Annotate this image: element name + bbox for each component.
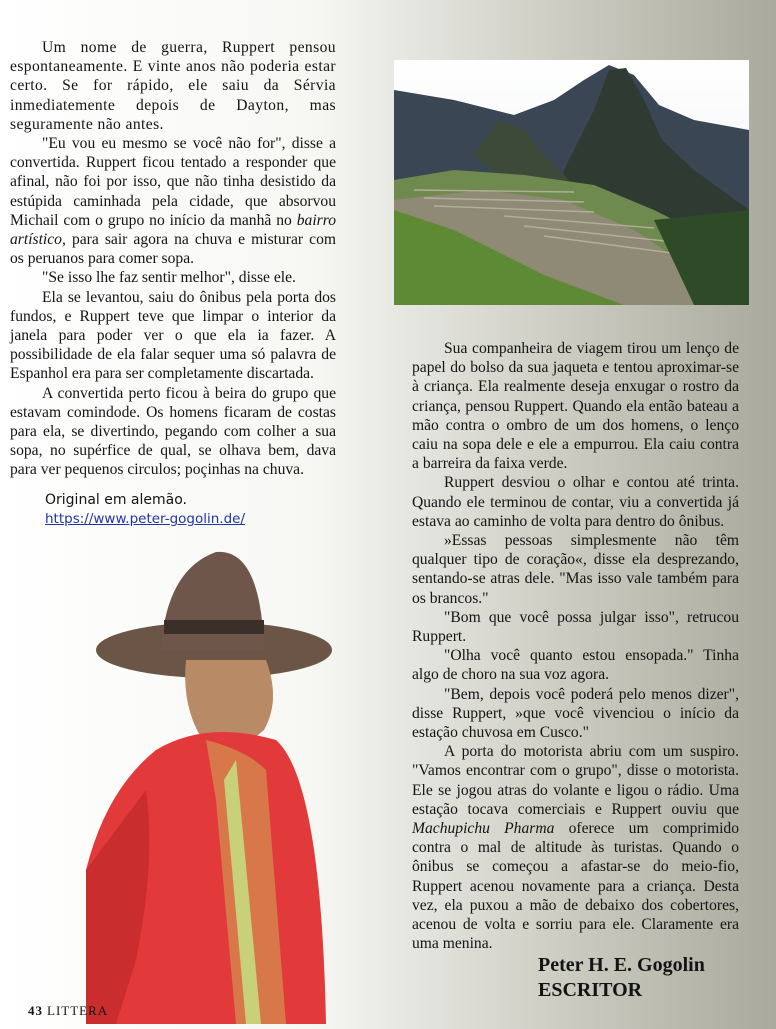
page-number: 43: [28, 1003, 43, 1018]
author-signature: [538, 953, 705, 1003]
paragraph: "Olha você quanto estou ensopada." Tinha algo de choro na sua voz agora.: [412, 647, 739, 684]
source-link[interactable]: https://www.peter-gogolin.de/: [45, 511, 246, 527]
paragraph: "Bem, depois você poderá pelo menos dizer", disse Ruppert, »que você vivenciou o início da estação chuvosa em Cusco.": [412, 685, 739, 742]
magazine-name: LITTERA: [47, 1003, 109, 1018]
source-label: Original em alemão.: [45, 492, 188, 508]
paragraph-text: para sair agora na chuva e misturar com os peruanos para comer sopa.: [10, 231, 336, 268]
paragraph: "Bom que você possa julgar isso", retrucou Ruppert.: [412, 608, 739, 646]
page-footer: [28, 1003, 108, 1019]
paragraph: [412, 742, 739, 953]
paragraph: "Se isso lhe faz sentir melhor", disse ele.: [42, 269, 296, 287]
paragraph: Ela se levantou, saiu do ônibus pela porta dos fundos, e Ruppert teve que limpar o interior da janela para poder ver o que ela ia fazer. A possibilidade de ela falar sequer uma só palavra de Espanhol era para ser completamente discartada.: [10, 288, 336, 383]
author-role: ESCRITOR: [538, 979, 643, 1001]
andean-man-image: [86, 540, 336, 1024]
right-text-column: [412, 339, 739, 954]
paragraph-text: oferece um comprimido contra o mal de altitude às turistas. Quando o ônibus se começou a afastar-se do meio-fio, Ruppert acenou novamente para a criança. Desta vez, ela puxou a mão de debaixo dos cobertores, acenou de volta e sorriu para ele. Claramente era uma menina.: [412, 820, 739, 953]
paragraph: A convertida perto ficou à beira do grupo que estavam comindode. Os homens ficaram de costas para ela, se divertindo, pegando com colher a sua sopa, no supérfice de qual, se olhava bem, dava para ver pequenos circulos; poçinhas na chuva.: [10, 384, 336, 479]
source-note: [45, 492, 245, 527]
machu-picchu-photo: [394, 60, 749, 305]
author-name: Peter H. E. Gogolin: [538, 954, 705, 976]
paragraph-text: A porta do motorista abriu com um suspiro. "Vamos encontrar com o grupo", disse o motorista. Ele se jogou atras do volante e ligou o rádio. Uma estação tocava comerciais e Ruppert ouviu que: [412, 743, 739, 818]
paragraph: Sua companheira de viagem tirou um lenço de papel do bolso da sua jaqueta e tentou aproximar-se à criança. Ela realmente deseja enxugar o rostro da criança, pensou Ruppert. Quando ela então bateau a mão contra o ombro de um dos homens, o lenço caiu na sopa dele e ele a empurrou. Ela caiu contra a barreira da faixa verde.: [412, 340, 739, 473]
paragraph: »Essas pessoas simplesmente não têm qualquer tipo de coração«, disse ela desprezando, sentando-se atras dele. "Mas isso vale também para os brancos.": [412, 532, 739, 607]
paragraph: [10, 134, 336, 268]
emphasis-text: bairro artístico,: [10, 211, 336, 249]
paragraph: Ruppert desviou o olhar e contou até trinta. Quando ele terminou de contar, viu a convertida já estava ao caminho de volta para dentro do ônibus.: [412, 474, 739, 530]
paragraph: Um nome de guerra, Ruppert pensou espontaneamente. E vinte anos não poderia estar certo. Se for rápido, ele saiu da Sérvia inmediatemente depois de Dayton, mas seguramente não antes.: [10, 39, 336, 133]
paragraph-text: "Eu vou eu mesmo se você não for", disse a convertida. Ruppert ficou tentado a responder que afinal, não foi por isso, que não tinha desistido da estúpida caminhada pela cidade, que absorvou Michail com o grupo no início da manhã no: [10, 135, 336, 229]
left-text-column: [10, 38, 336, 480]
emphasis-text: Machupichu Pharma: [412, 820, 555, 838]
